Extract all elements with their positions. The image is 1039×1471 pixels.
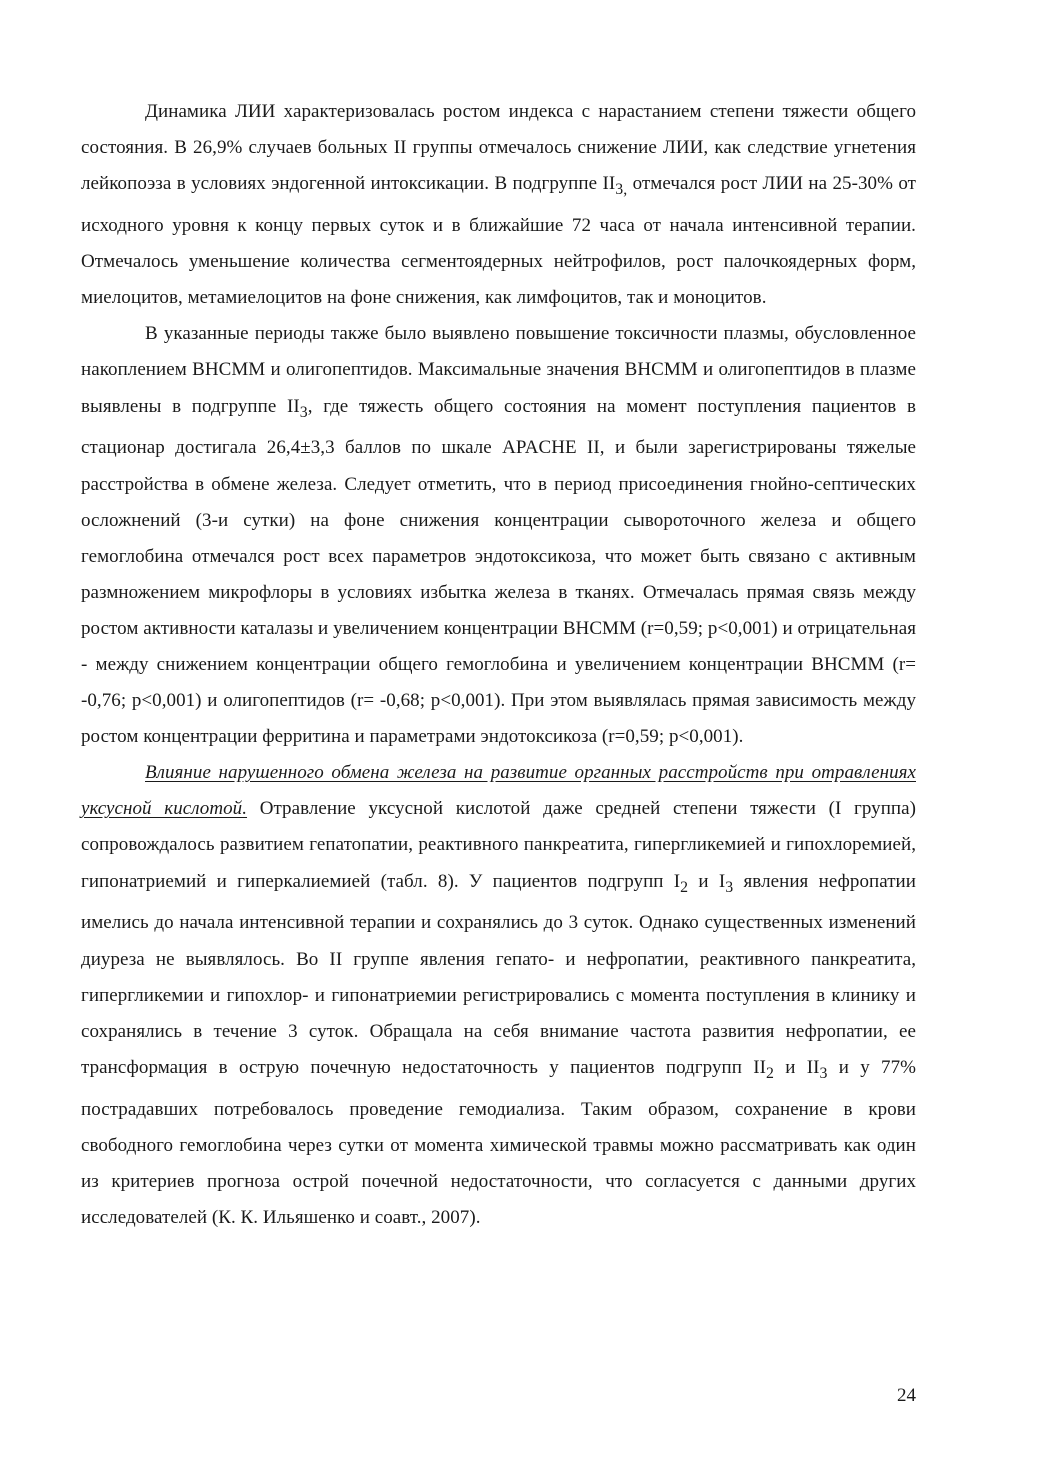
section-heading-inline: Влияние нарушенного обмена железа на развитие органных расстройств при отравлениях уксусной кислотой. xyxy=(81,762,916,820)
subscript: 3 xyxy=(819,1064,828,1082)
page-number: 24 xyxy=(897,1385,916,1406)
paragraph-2: В указанные периоды также было выявлено повышение токсичности плазмы, обусловленное накоплением ВНСММ и олигопептидов. Максимальные значения ВНСММ и олигопептидов в плазме выявлены в подгруппе $II_3$, где тяжесть общего состояния на момент поступления пациентов в стационар достигала 26,4±3,3 баллов по шкале APACHE II, и были зарегистрированы тяжелые расстройства в обмене железа. Следует отметить, что в период присоединения гнойно-септических осложнений (3-и сутки) на фоне снижения концентрации сывороточного железа и общего гемоглобина отмечался рост всех параметров эндотоксикоза, что может быть связано с активным размножением микрофлоры в условиях избытка железа в тканях. Отмечалась прямая связь между ростом активности каталазы и увеличением концентрации ВНСММ (r=0,59; p<0,001) и отрицательная - между снижением концентрации общего гемоглобина и увеличением концентрации ВНСММ (r= -0,76; p<0,001) и олигопептидов (r= -0,68; p<0,001). При этом выявлялась прямая зависимость между ростом концентрации ферритина и параметрами эндотоксикоза (r=0,59; p<0,001). xyxy=(81,323,917,748)
subscript: 2 xyxy=(765,1064,774,1082)
paragraph-3: Влияние нарушенного обмена железа на развитие органных расстройств при отравлениях уксусной кислотой. Отравление уксусной кислотой даже средней степени тяжести (I группа) сопровождалось развитием гепатопатии, реактивного панкреатита, гипергликемией и гипохлоремией, гипонатриемий и гиперкалиемией (табл. 8). У пациентов подгрупп $I_2$ и $I_3$ явления нефропатии имелись до начала интенсивной терапии и сохранялись до 3 суток. Однако существенных изменений диуреза не выявлялось. Во II группе явления гепато- и нефропатии, реактивного панкреатита, гипергликемии и гипохлор- и гипонатриемии регистрировались с момента поступления в клинику и сохранялись в течение 3 суток. Обращала на себя внимание частота развития нефропатии, ее трансформация в острую почечную недостаточность у пациентов подгрупп $II_2$ и $II_3$ и у 77% пострадавших потребовалось проведение гемодиализа. Таким образом, сохранение в крови свободного гемоглобина через сутки от момента химической травмы можно рассматривать как один из критериев прогноза острой почечной недостаточности, что согласуется с данными других исследователей (К. К. Ильяшенко и соавт., 2007). xyxy=(81,762,916,1228)
subscript: 2 xyxy=(680,878,689,896)
paragraph-1: Динамика ЛИИ характеризовалась ростом индекса с нарастанием степени тяжести общего состояния. В 26,9% случаев больных II группы отмечалось снижение ЛИИ, как следствие угнетения лейкопоэза в условиях эндогенной интоксикации. В подгруппе $II_{3,}$ отмечался рост ЛИИ на 25-30% от исходного уровня к концу первых суток и в ближайшие 72 часа от начала интенсивной терапии. Отмечалось уменьшение количества сегментоядерных нейтрофилов, рост палочкоядерных форм, миелоцитов, метамиелоцитов на фоне снижения, как лимфоцитов, так и моноцитов. xyxy=(81,101,916,309)
body-text xyxy=(81,94,916,1236)
subscript: 3 xyxy=(725,878,734,896)
subscript: 3 xyxy=(299,403,308,421)
subscript: 3, xyxy=(615,180,628,198)
